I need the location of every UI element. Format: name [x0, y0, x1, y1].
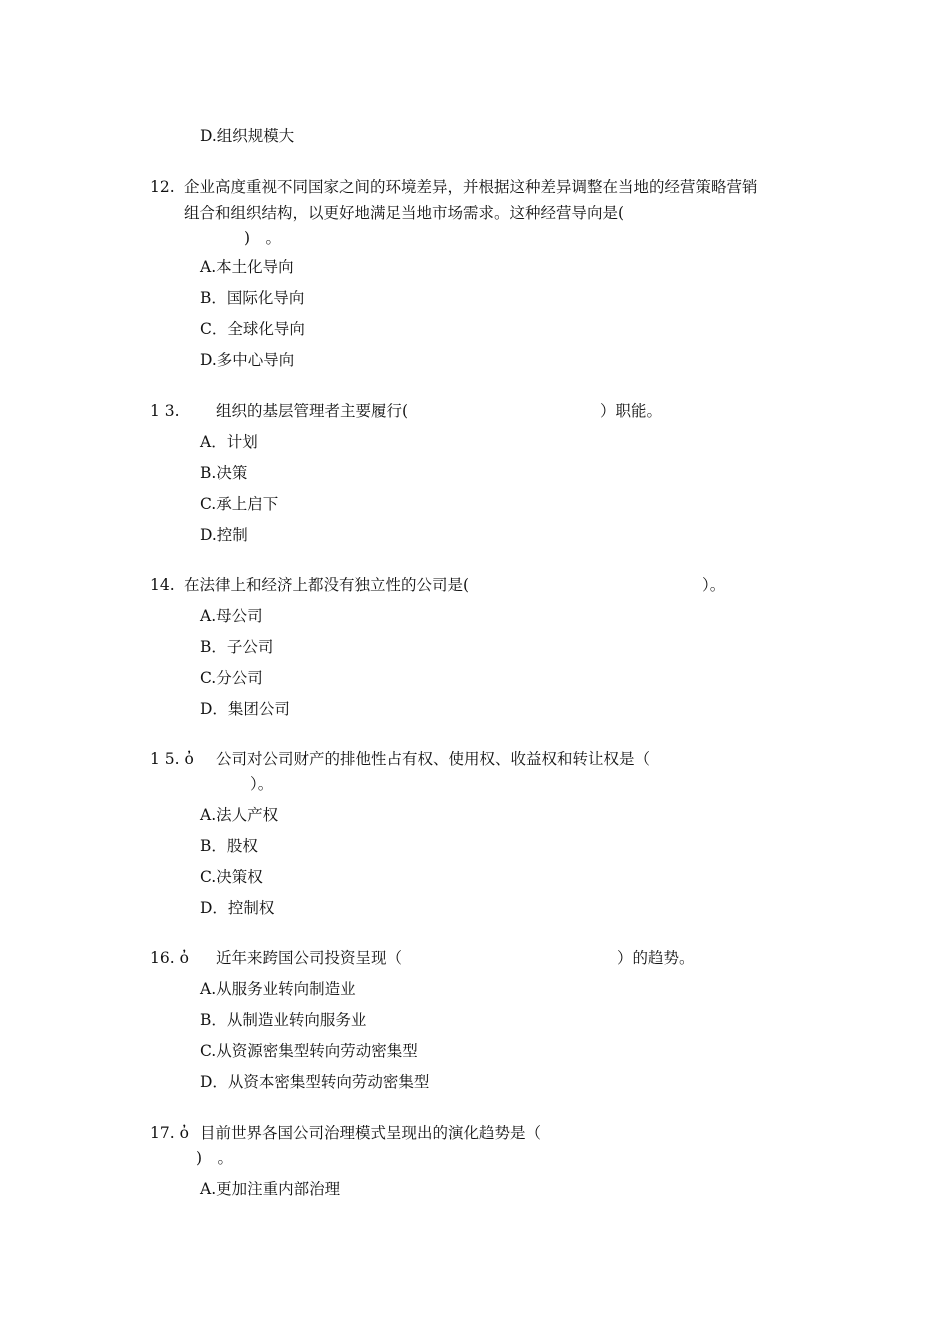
q12-option-d: D.多中心导向: [200, 351, 295, 369]
q16-option-a: A.从服务业转向制造业: [200, 980, 356, 998]
q13-option-c: C.承上启下: [200, 495, 279, 513]
q13-stem-tail: ）职能。: [600, 402, 663, 420]
q17-option-a: A.更加注重内部治理: [200, 1180, 341, 1198]
q12-stem-line2: 组合和组织结构，以更好地满足当地市场需求。这种经营导向是(: [184, 204, 625, 222]
q16-option-b: B．从制造业转向服务业: [200, 1011, 367, 1029]
q14-option-a: A.母公司: [200, 607, 263, 625]
q15-option-b: B．股权: [200, 837, 258, 855]
q15-stem-line2: ）。: [250, 775, 274, 793]
q16-number: 16. ὀ: [150, 949, 189, 967]
q12-option-b: B．国际化导向: [200, 289, 305, 307]
q14-option-b: B．子公司: [200, 638, 274, 656]
q17-stem-line2: ) 。: [196, 1149, 234, 1167]
q14-stem: 在法律上和经济上都没有独立性的公司是(: [184, 576, 470, 594]
q16-stem-tail: ）的趋势。: [617, 949, 695, 967]
q14-stem-tail: ）。: [702, 576, 726, 594]
q16-option-d: D．从资本密集型转向劳动密集型: [200, 1073, 430, 1091]
q12-stem-line3: ) 。: [244, 229, 282, 247]
q15-option-c: C.决策权: [200, 868, 263, 886]
q12-option-a: A.本土化导向: [200, 258, 294, 276]
q14-option-d: D．集团公司: [200, 700, 290, 718]
q16-stem: 近年来跨国公司投资呈现（: [216, 949, 403, 967]
q12-stem-line1: 企业高度重视不同国家之间的环境差异，并根据这种差异调整在当地的经营策略营销: [184, 178, 758, 196]
q14-option-c: C.分公司: [200, 669, 263, 687]
q15-option-d: D．控制权: [200, 899, 275, 917]
q13-number: 1 3.: [150, 402, 180, 420]
q17-stem: 目前世界各国公司治理模式呈现出的演化趋势是（: [200, 1124, 542, 1142]
q15-number: 1 5. ὀ: [150, 750, 194, 768]
q12-option-c: C．全球化导向: [200, 320, 305, 338]
q13-option-b: B.决策: [200, 464, 248, 482]
q11-option-d: D.组织规模大: [200, 127, 295, 145]
q13-option-d: D.控制: [200, 526, 248, 544]
q14-number: 14.: [150, 576, 175, 594]
q17-number: 17. ὀ: [150, 1124, 189, 1142]
q16-option-c: C.从资源密集型转向劳动密集型: [200, 1042, 418, 1060]
q15-option-a: A.法人产权: [200, 806, 279, 824]
q12-number: 12.: [150, 178, 175, 196]
q13-stem: 组织的基层管理者主要履行(: [216, 402, 409, 420]
q13-option-a: A．计划: [200, 433, 258, 451]
q15-stem: 公司对公司财产的排他性占有权、使用权、收益权和转让权是（: [216, 750, 651, 768]
